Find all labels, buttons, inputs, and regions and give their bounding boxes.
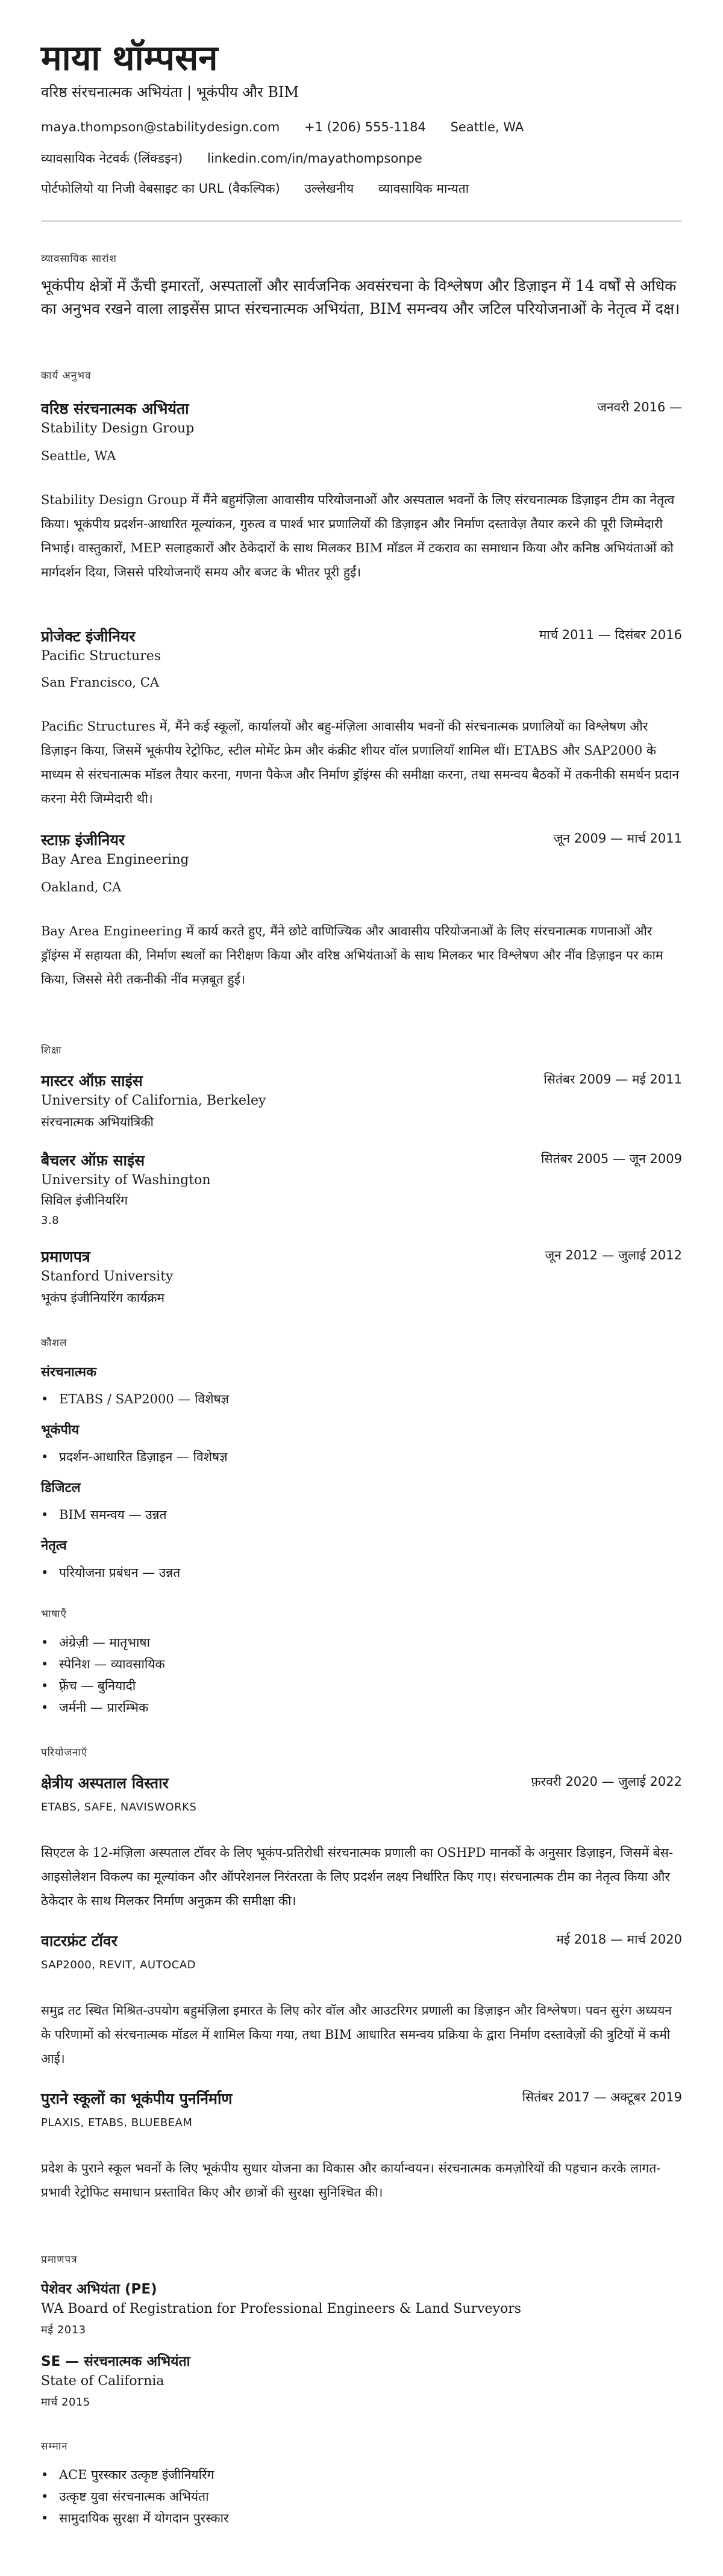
degree-field: संरचनात्मक अभियांत्रिकी (41, 1115, 154, 1129)
school-name: University of Washington (41, 1173, 211, 1188)
job-location: San Francisco, CA (41, 675, 160, 690)
job-company: Stability Design Group (41, 421, 195, 436)
extra-label-1: उल्लेखनीय (304, 181, 354, 196)
job-company: Pacific Structures (41, 649, 161, 664)
job-description: Bay Area Engineering में कार्य करते हुए, मैंने छोटे वाणिज्यिक और आवासीय परियोजनाओं के लिए संरचनात्मक गणनाओं और ड्रॉइंग्स में सहायता की, निर्माण स्थलों का निरीक्षण किया और वरिष्ठ अभियंताओं के साथ मिलकर भार विश्लेषण और नींव डिज़ाइन पर काम किया, जिससे मेरी तकनीकी नींव मज़बूत हुई। (41, 924, 663, 987)
header-divider (41, 220, 682, 222)
certification-date: मार्च 2015 (41, 2396, 90, 2409)
skill-item: • BIM समन्वय — उन्नत (41, 1508, 167, 1522)
degree-gpa: 3.8 (41, 1214, 60, 1227)
section-certifications-heading: प्रमाणपत्र (41, 2254, 78, 2266)
project-title: वाटरफ्रंट टॉवर (41, 1932, 117, 1950)
degree-field: सिविल इंजीनियरिंग (41, 1193, 128, 1208)
linkedin-label: व्यावसायिक नेटवर्क (लिंक्डइन) (41, 151, 183, 166)
skill-group: नेतृत्व (41, 1538, 67, 1553)
job-title: स्टाफ़ इंजीनियर (41, 831, 125, 849)
section-skills-heading: कौशल (41, 1337, 67, 1349)
headline: वरिष्ठ संरचनात्मक अभियंता | भूकंपीय और BIM (41, 84, 299, 101)
language-item: • जर्मनी — प्रारम्भिक (41, 1700, 149, 1715)
degree-title: प्रमाणपत्र (41, 1248, 90, 1265)
skill-item: • प्रदर्शन-आधारित डिज़ाइन — विशेषज्ञ (41, 1450, 228, 1464)
job-company: Bay Area Engineering (41, 852, 189, 867)
job-dates: जनवरी 2016 — (597, 400, 682, 414)
email-link[interactable]: maya.thompson@stabilitydesign.com (41, 120, 280, 134)
school-name: Stanford University (41, 1269, 174, 1284)
portfolio-label: पोर्टफोलियो या निजी वेबसाइट का URL (वैकल्पिक) (41, 181, 280, 196)
award-item: • सामुदायिक सुरक्षा में योगदान पुरस्कार (41, 2511, 229, 2525)
project-description: सिएटल के 12-मंज़िला अस्पताल टॉवर के लिए भूकंप-प्रतिरोधी संरचनात्मक प्रणाली का OSHPD मानकों के अनुसार डिज़ाइन, जिसमें बेस-आइसोलेशन विकल्प का मूल्यांकन और ऑपरेशनल निरंतरता के लिए प्रदर्शन लक्ष्य निर्धारित किए गए। संरचनात्मक टीम का नेतृत्व किया और ठेकेदार के साथ मिलकर निर्माण अनुक्रम की समीक्षा की। (41, 1845, 674, 1908)
candidate-name: माया थॉम्पसन (41, 37, 218, 78)
project-title: पुराने स्कूलों का भूकंपीय पुनर्निर्माण (41, 2090, 233, 2107)
degree-title: बैचलर ऑफ़ साइंस (41, 1152, 145, 1169)
project-tools: PLAXIS, ETABS, BLUEBEAM (41, 2116, 193, 2129)
award-item: • ACE पुरस्कार उत्कृष्ट इंजीनियरिंग (41, 2468, 214, 2482)
skill-group: संरचनात्मक (41, 1365, 96, 1380)
project-dates: मई 2018 — मार्च 2020 (556, 1932, 682, 1947)
job-title: प्रोजेक्ट इंजीनियर (41, 628, 136, 645)
extra-label-2: व्यावसायिक मान्यता (378, 181, 469, 196)
degree-title: मास्टर ऑफ़ साइंस (41, 1072, 143, 1090)
project-tools: ETABS, SAFE, NAVISWORKS (41, 1801, 197, 1813)
job-dates: मार्च 2011 — दिसंबर 2016 (539, 628, 682, 642)
project-title: क्षेत्रीय अस्पताल विस्तार (41, 1774, 169, 1792)
language-item: • स्पेनिश — व्यावसायिक (41, 1657, 165, 1671)
summary-text: भूकंपीय क्षेत्रों में ऊँची इमारतों, अस्पतालों और सार्वजनिक अवसंरचना के विश्लेषण और डिज़ाइन में 14 वर्षों से अधिक का अनुभव रखने वाला लाइसेंस प्राप्त संरचनात्मक अभियंता, BIM समन्वय और जटिल परियोजनाओं के नेतृत्व में दक्ष। (41, 277, 680, 317)
location: Seattle, WA (450, 120, 524, 134)
award-item: • उत्कृष्ट युवा संरचनात्मक अभियंता (41, 2489, 209, 2504)
linkedin-row (41, 149, 443, 167)
job-location: Oakland, CA (41, 880, 122, 894)
skill-item: • परियोजना प्रबंधन — उन्नत (41, 1565, 181, 1580)
project-dates: फ़रवरी 2020 — जुलाई 2022 (531, 1774, 682, 1789)
phone-number: +1 (206) 555-1184 (304, 120, 426, 134)
certification-date: मई 2013 (41, 2324, 86, 2336)
language-item: • फ़्रेंच — बुनियादी (41, 1679, 136, 1693)
job-location: Seattle, WA (41, 449, 116, 463)
section-languages-heading: भाषाएँ (41, 1608, 67, 1620)
degree-dates: जून 2012 — जुलाई 2012 (545, 1248, 682, 1262)
job-title: वरिष्ठ संरचनात्मक अभियंता (41, 400, 189, 417)
certification-issuer: WA Board of Registration for Professional Engineers & Land Surveyors (41, 2301, 522, 2316)
degree-dates: सितंबर 2005 — जून 2009 (540, 1152, 682, 1166)
project-description: प्रदेश के पुराने स्कूल भवनों के लिए भूकंपीय सुधार योजना का विकास और कार्यान्वयन। संरचनात्मक कमज़ोरियों की पहचान करके लागत-प्रभावी रेट्रोफिट समाधान प्रस्तावित किए और छात्रों की सुरक्षा सुनिश्चित की। (41, 2161, 661, 2200)
job-description: Stability Design Group में मैंने बहुमंज़िला आवासीय परियोजनाओं और अस्पताल भवनों के लिए संरचनात्मक डिज़ाइन टीम का नेतृत्व किया। भूकंपीय प्रदर्शन-आधारित मूल्यांकन, गुरुत्व व पार्श्व भार प्रणालियों की डिज़ाइन और निर्माण दस्तावेज़ तैयार करने की पूरी जिम्मेदारी निभाई। वास्तुकारों, MEP सलाहकारों और ठेकेदारों के साथ मिलकर BIM मॉडल में टकराव का समाधान किया और कनिष्ठ अभियंताओं को मार्गदर्शन दिया, जिससे परियोजनाएँ समय और बजट के भीतर पूरी हुईं। (41, 493, 675, 579)
section-awards-heading: सम्मान (41, 2440, 68, 2453)
job-description: Pacific Structures में, मैंने कई स्कूलों, कार्यालयों और बहु-मंज़िला आवासीय भवनों की संरचनात्मक प्रणालियों का विश्लेषण और डिज़ाइन किया, जिसमें भूकंपीय रेट्रोफिट, स्टील मोमेंट फ्रेम और कंक्रीट शीयर वॉल प्रणालियाँ शामिल थीं। ETABS और SAP2000 के माध्यम से संरचनात्मक मॉडल तैयार करना, गणना पैकेज और निर्माण ड्रॉइंग्स की समीक्षा करना, तथा समन्वय बैठकों में तकनीकी समर्थन प्रदान करना मेरी जिम्मेदारी थी। (41, 719, 679, 806)
degree-dates: सितंबर 2009 — मई 2011 (543, 1072, 682, 1087)
certification-name: SE — संरचनात्मक अभियंता (41, 2354, 190, 2369)
skill-group: भूकंपीय (41, 1423, 80, 1438)
section-experience-heading: कार्य अनुभव (41, 370, 92, 382)
section-summary-heading: व्यावसायिक सारांश (41, 253, 117, 265)
project-description: समुद्र तट स्थित मिश्रित-उपयोग बहुमंज़िला इमारत के लिए कोर वॉल और आउटरिगर प्रणाली का डिज़ाइन और विश्लेषण। पवन सुरंग अध्ययन के परिणामों को संरचनात्मक मॉडल में शामिल किया गया, तथा BIM आधारित समन्वय प्रक्रिया के द्वारा निर्माण दस्तावेज़ों की त्रुटियों में कमी आई। (41, 2003, 672, 2066)
portfolio-row (41, 179, 489, 198)
job-dates: जून 2009 — मार्च 2011 (553, 831, 682, 846)
linkedin-link[interactable]: linkedin.com/in/mayathompsonpe (207, 151, 422, 166)
skill-item: • ETABS / SAP2000 — विशेषज्ञ (41, 1392, 230, 1406)
language-item: • अंग्रेज़ी — मातृभाषा (41, 1635, 151, 1650)
contact-row (41, 118, 544, 136)
section-projects-heading: परियोजनाएँ (41, 1747, 88, 1759)
school-name: University of California, Berkeley (41, 1093, 266, 1108)
degree-field: भूकंप इंजीनियरिंग कार्यक्रम (41, 1291, 165, 1305)
section-education-heading: शिक्षा (41, 1044, 62, 1056)
certification-issuer: State of California (41, 2374, 164, 2389)
certification-name: पेशेवर अभियंता (PE) (41, 2281, 157, 2297)
project-dates: सितंबर 2017 — अक्टूबर 2019 (522, 2090, 682, 2104)
skill-group: डिजिटल (41, 1480, 81, 1495)
project-tools: SAP2000, REVIT, AUTOCAD (41, 1959, 196, 1971)
